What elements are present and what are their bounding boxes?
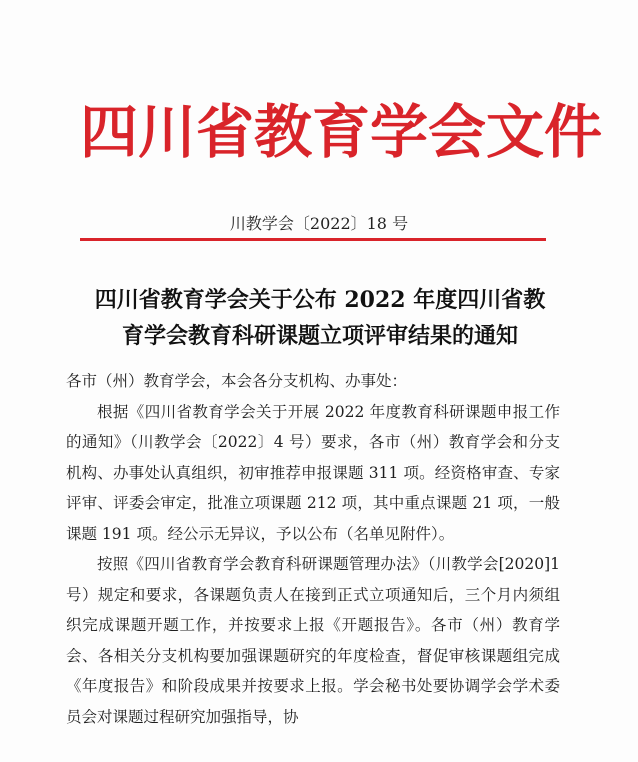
notice-title-line-1: 四川省教育学会关于公布 2022 年度四川省教 <box>94 287 546 313</box>
notice-title <box>60 282 580 354</box>
header-divider <box>80 238 546 241</box>
notice-title-line-2: 育学会教育科研课题立项评审结果的通知 <box>121 323 518 349</box>
paragraph-1: 根据《四川省教育学会关于开展 2022 年度教育科研课题申报工作的通知》（川教学会〔2022〕4 号）要求，各市（州）教育学会和分支机构、办事处认真组织，初审推荐申报课题 311 项。经资格审查、专家评审、评委会审定，批准立项课题 212 项，其中重点课题 21 项，一般课题 191 项。经公示无异议，予以公布（名单见附件）。 <box>66 402 560 543</box>
document-header-title: 四川省教育学会文件 <box>80 98 603 166</box>
paragraph-2: 按照《四川省教育学会教育科研课题管理办法》（川教学会[2020]1 号）规定和要求，各课题负责人在接到正式立项通知后，三个月内须组织完成课题开题工作，并按要求上报《开题报告》。各市（州）教育学会、各相关分支机构要加强课题研究的年度检查，督促审核课题组完成《年度报告》和阶段成果并按要求上报。学会秘书处要协调学会学术委员会对课题过程研究加强指导，协 <box>66 555 560 726</box>
salutation: 各市（州）教育学会，本会各分支机构、办事处： <box>66 372 408 390</box>
document-number: 川教学会〔2022〕18 号 <box>229 214 409 233</box>
notice-body <box>66 366 560 732</box>
